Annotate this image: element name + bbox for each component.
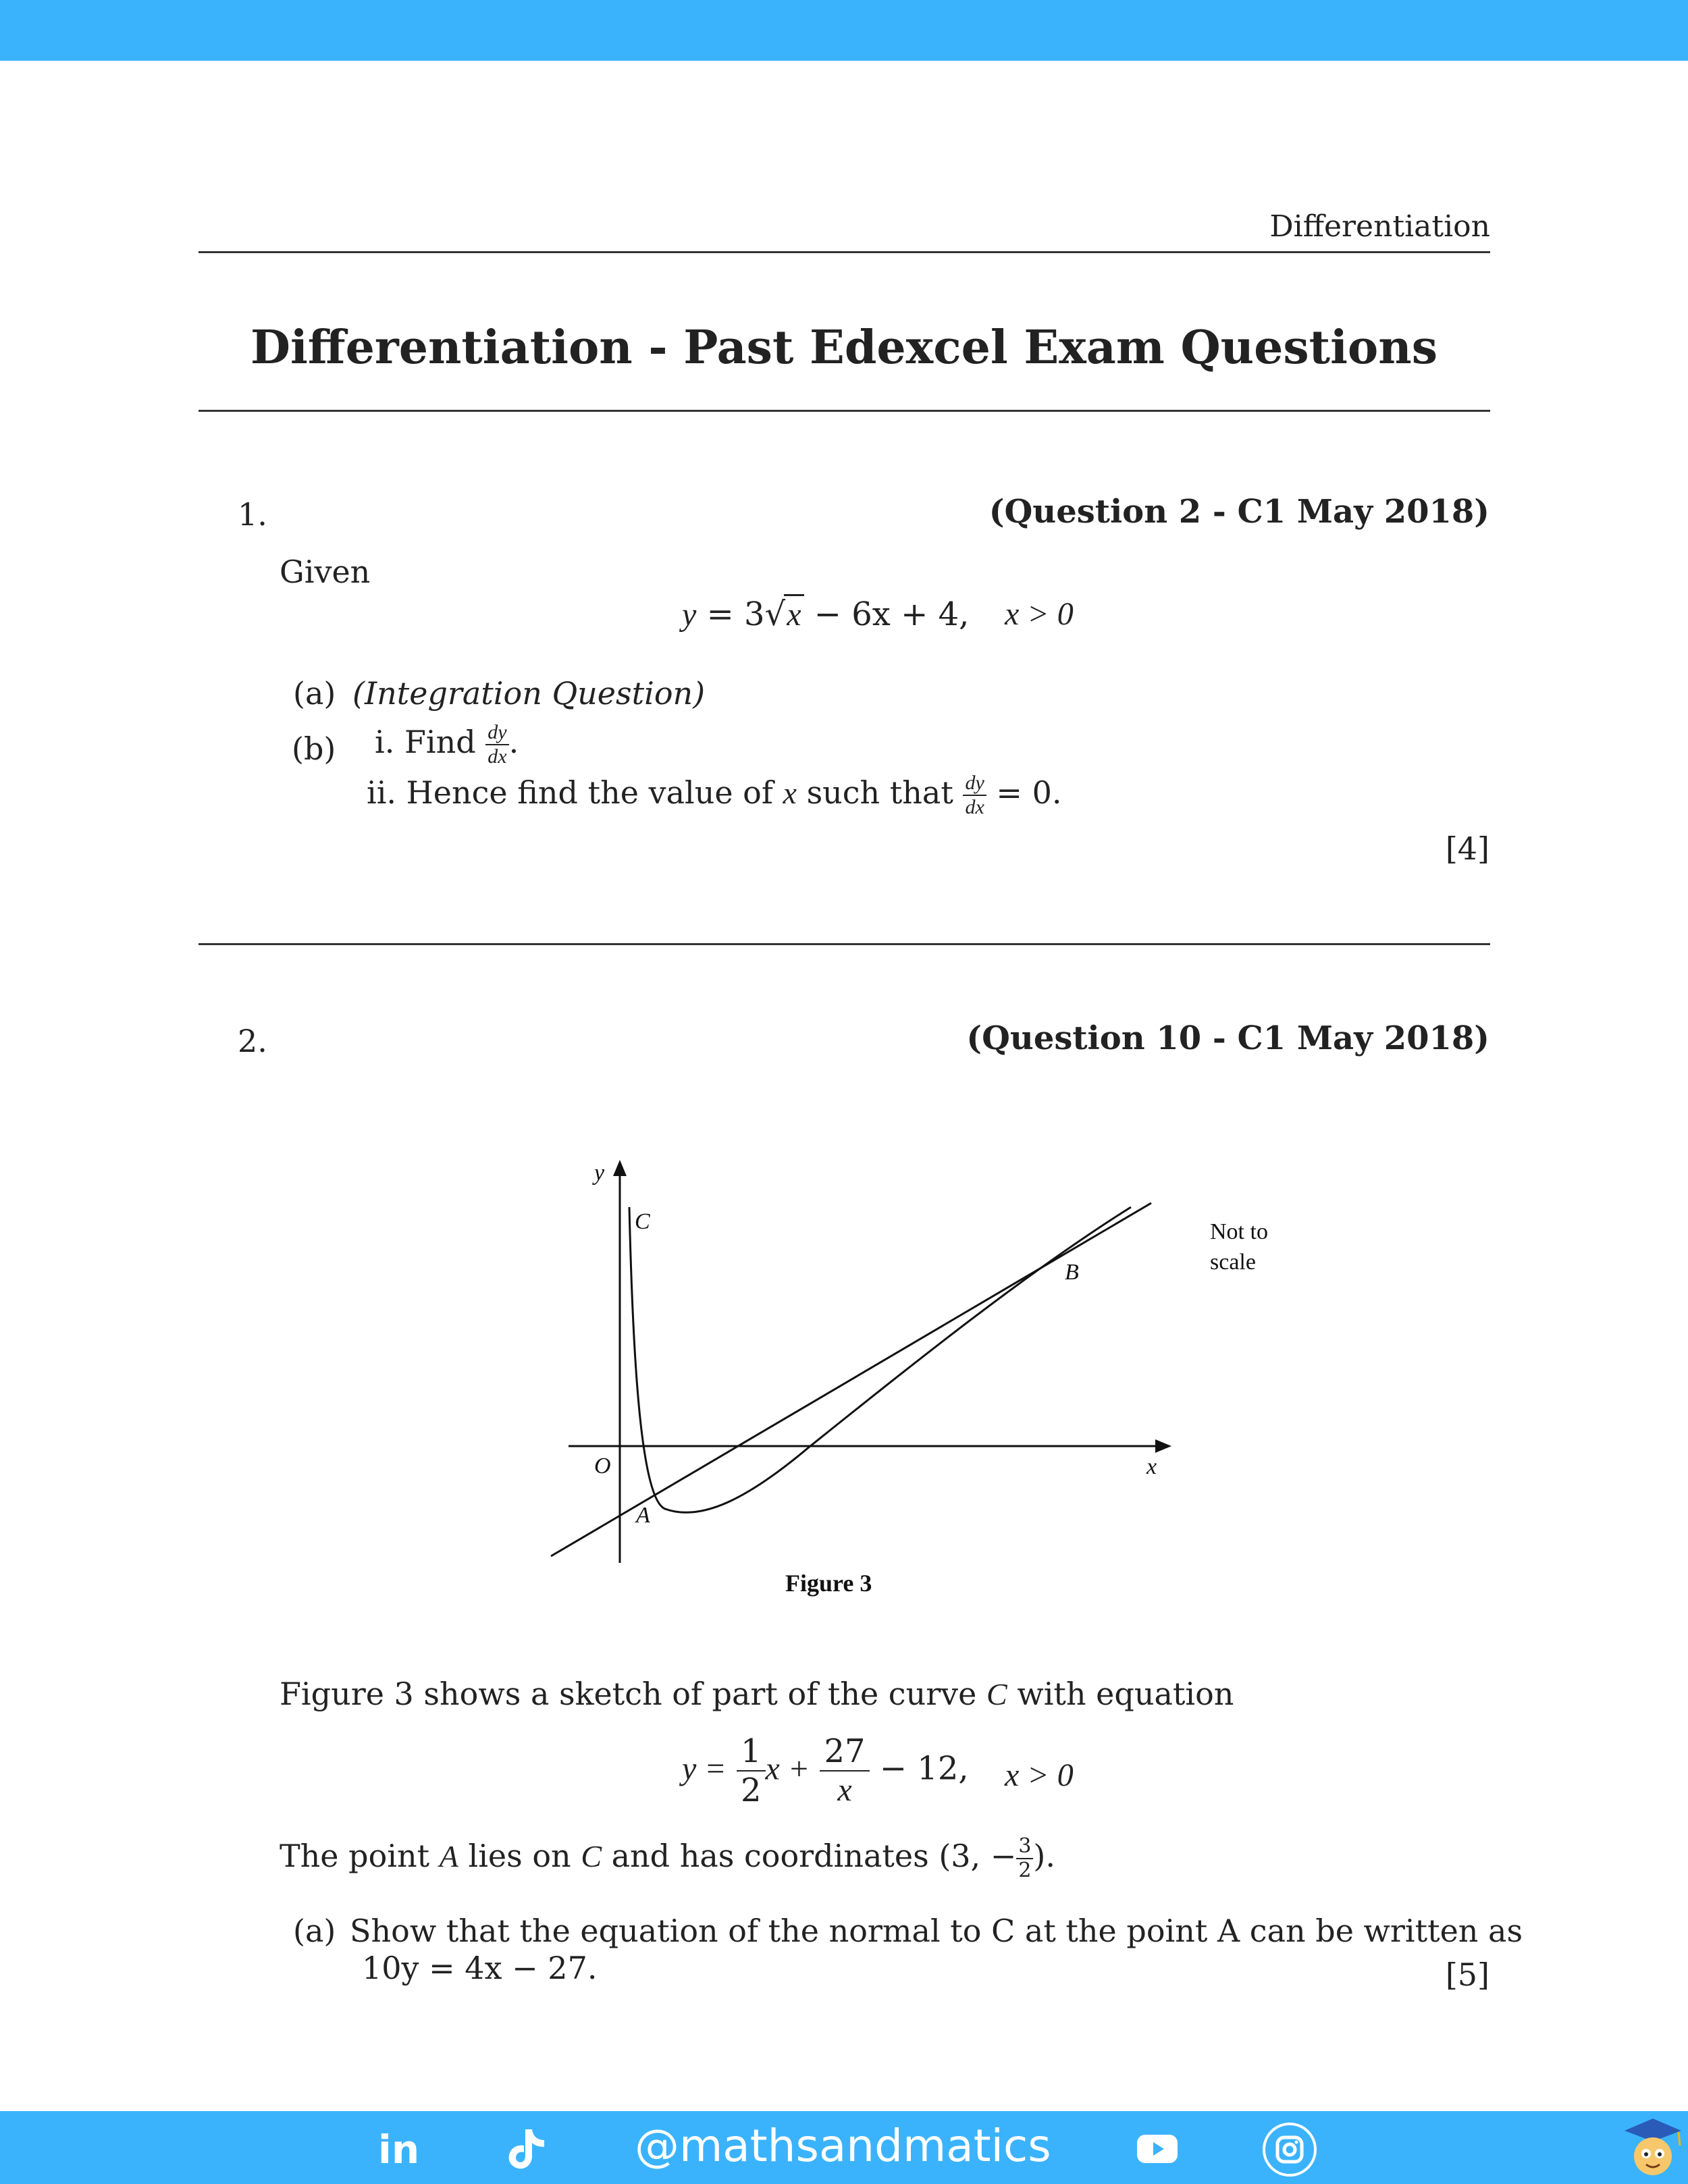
linkedin-icon[interactable]: in (378, 2127, 420, 2173)
footer-handle[interactable]: @mathsandmatics (635, 2120, 1051, 2172)
q2-text1-var: C (986, 1677, 1007, 1711)
coord-den: 2 (1018, 1859, 1032, 1882)
q1-part-b-label: (b) (292, 730, 336, 767)
running-header: Differentiation (1269, 209, 1490, 244)
q1-b-i-dy: dy (485, 722, 508, 745)
coord-num: 3 (1016, 1836, 1033, 1859)
q2-text1 (280, 1676, 1234, 1712)
q2-part-a-line2: 10y = 4x − 27. (362, 1950, 598, 1986)
q1-b-ii-dy: dy (963, 773, 986, 796)
y-axis-arrow (613, 1160, 627, 1176)
q2-text2 (280, 1836, 1055, 1881)
q1-b-ii-text: Hence find the value of (406, 774, 773, 811)
q2-text2-C: C (581, 1839, 602, 1873)
q2-text1-b: with equation (1017, 1676, 1234, 1712)
figure-caption: Figure 3 (785, 1570, 872, 1597)
q1-number: 1. (238, 496, 267, 533)
coord-close: ). (1033, 1838, 1055, 1874)
not-to-scale-line2: scale (1210, 1250, 1256, 1275)
q2-text2-c: and has coordinates (611, 1838, 929, 1874)
q2-text2-a: The point (280, 1838, 430, 1874)
q2-marks: [5] (1445, 1956, 1489, 1993)
q2-text2-A: A (439, 1839, 458, 1873)
q1-marks: [4] (1445, 830, 1489, 867)
point-b-label: B (1065, 1260, 1079, 1285)
x-axis-label: x (1146, 1454, 1157, 1479)
q1-b-i-dx: dx (487, 745, 507, 768)
q2-eq-frac2-num: 27 (820, 1735, 869, 1772)
q1-eq-lhs: y (682, 597, 697, 633)
coord-open: (3, − (939, 1838, 1017, 1874)
q2-eq-frac1-den: 2 (740, 1772, 762, 1809)
q1-b-i-label: i. (375, 724, 395, 760)
q1-b-ii-var: x (783, 776, 797, 810)
q2-eq-end: − 12, (879, 1749, 969, 1788)
q1-eq-condition: x > 0 (1005, 596, 1074, 632)
title-rule (199, 410, 1490, 412)
curve-c-label: C (635, 1209, 650, 1234)
q2-eq-frac2-den: x (837, 1772, 852, 1808)
q1-b-i: i. Find $\frac{dy}{dx}$ . (375, 721, 519, 768)
q1-b-ii-end: = 0. (996, 774, 1062, 811)
point-a-label: A (636, 1503, 650, 1528)
q2-eq-mid: x + (765, 1751, 810, 1787)
q2-eq-condition: x > 0 (1005, 1757, 1074, 1793)
q2-text2-b: lies on (468, 1838, 571, 1874)
q1-b-ii-label: ii. (367, 774, 397, 811)
mascot-icon (1619, 2114, 1687, 2182)
q1-b-i-text: Find (404, 724, 476, 760)
q2-source: (Question 10 - C1 May 2018) (966, 1019, 1489, 1057)
header-rule (199, 251, 1490, 253)
q1-eq-rest: − 6x + 4, (803, 595, 970, 633)
figure-3 (527, 1148, 1303, 1607)
x-axis-arrow (1155, 1439, 1171, 1453)
q2-part-a-line1: Show that the equation of the normal to C at the point A can be written as (350, 1913, 1523, 1949)
q2-equation (682, 1732, 969, 1809)
q2-text1-a: Figure 3 shows a sketch of part of the curve (280, 1676, 977, 1712)
q1-part-a-label: (a) (293, 675, 336, 712)
q1-equation: y = 3√x − 6x + 4, (682, 595, 970, 633)
q2-eq-frac1-num: 1 (737, 1735, 766, 1772)
top-brand-bar (0, 0, 1688, 61)
instagram-icon[interactable] (1261, 2121, 1318, 2178)
q1-b-ii-dx: dx (965, 796, 984, 818)
q1-intro: Given (280, 554, 371, 590)
youtube-icon[interactable] (1136, 2133, 1179, 2164)
q1-b-ii-text2: such that (806, 774, 953, 811)
question-divider (199, 943, 1490, 945)
tiktok-icon[interactable] (505, 2127, 547, 2171)
y-axis-label: y (594, 1161, 605, 1186)
q1-b-ii (367, 773, 1061, 818)
q2-eq-lhs: y = (682, 1751, 727, 1787)
not-to-scale-line1: Not to (1210, 1219, 1268, 1244)
q1-eq-radicand: x (784, 594, 803, 633)
q1-source: (Question 2 - C1 May 2018) (988, 493, 1489, 531)
origin-label: O (594, 1454, 611, 1479)
q2-number: 2. (238, 1023, 267, 1059)
q1-part-a-text: (Integration Question) (352, 675, 706, 712)
q2-part-a-label: (a) (293, 1913, 336, 1949)
page-title: Differentiation - Past Edexcel Exam Questions (250, 321, 1438, 375)
q1-eq-eq: = 3 (696, 595, 765, 633)
